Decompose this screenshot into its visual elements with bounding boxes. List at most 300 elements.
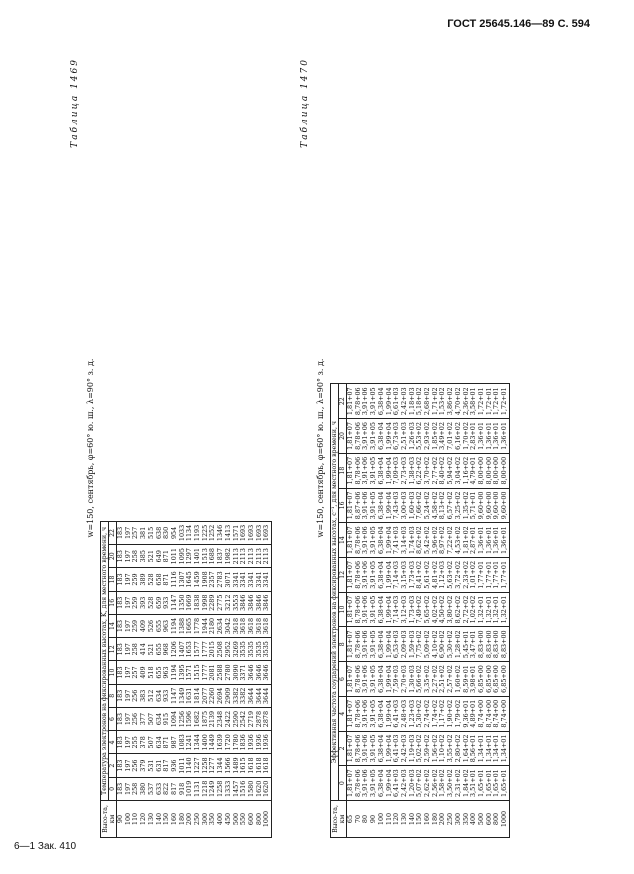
value-cell: 1,77+01 <box>476 560 485 589</box>
value-cell: 6,53+03 <box>392 630 401 659</box>
value-cell: 2113 <box>254 548 263 565</box>
value-cell: 918 <box>177 782 186 795</box>
value-cell: 2,56+02 <box>430 769 439 797</box>
value-cell: 1,99+04 <box>384 699 393 728</box>
value-cell: 2,80+02 <box>453 734 462 763</box>
height-cell: 150 <box>415 812 424 826</box>
value-cell: 1095 <box>177 548 186 565</box>
value-cell: 256 <box>131 712 140 726</box>
value-cell: 6,41+03 <box>392 734 401 763</box>
value-cell: 1,99+04 <box>384 560 393 589</box>
value-cell: 2952 <box>223 641 232 658</box>
value-cell: 3,50+02 <box>446 769 455 797</box>
value-cell: 1,38+03 <box>407 456 416 485</box>
value-cell: 1,17+02 <box>438 699 447 728</box>
value-column-4 <box>347 696 510 731</box>
value-cell: 3,91+05 <box>369 699 378 728</box>
value-cell: 1083 <box>177 734 186 751</box>
value-cell: 2719 <box>246 710 255 728</box>
value-cell: 8,59+01 <box>461 665 470 693</box>
value-cell: 4,79+01 <box>469 456 478 485</box>
value-cell: 414 <box>139 643 148 656</box>
value-cell: 1,59+03 <box>407 630 416 659</box>
value-cell: 3618 <box>239 617 248 635</box>
value-cell: 1693 <box>239 524 248 542</box>
value-cell: 6,38+04 <box>376 526 385 554</box>
value-cell: 1,56+02 <box>430 734 439 763</box>
value-cell: 8,00+00 <box>500 456 509 485</box>
value-cell: 634 <box>154 712 163 726</box>
value-cell: 3,91+05 <box>369 734 378 763</box>
value-cell: 3,58+01 <box>469 387 478 416</box>
value-cell: 1936 <box>246 734 255 751</box>
value-cell: 6,16+02 <box>453 422 462 450</box>
value-cell: 1,34+01 <box>484 734 493 763</box>
value-cell: 3,91+05 <box>369 387 378 416</box>
value-cell: 1,28+02 <box>453 630 462 659</box>
value-column-8 <box>117 684 272 707</box>
value-cell: 1639 <box>216 734 225 751</box>
value-cell: 1,36+01 <box>492 526 501 554</box>
value-cell: 257 <box>131 526 140 540</box>
table-1470-rotated <box>300 58 600 838</box>
value-cell: 2,74+02 <box>423 699 432 728</box>
value-cell: 1620 <box>254 780 263 797</box>
value-cell: 634 <box>154 689 163 702</box>
table-body-row <box>117 521 272 837</box>
value-cell: 8,41+02 <box>415 560 424 589</box>
value-cell: 8,78+06 <box>353 630 362 659</box>
value-cell: 5,45+01 <box>461 630 470 659</box>
value-cell: 6,73+03 <box>392 422 401 450</box>
value-cell: 2780 <box>223 664 232 681</box>
value-cell: 1033 <box>177 524 186 542</box>
value-cell: 655 <box>154 643 163 656</box>
value-cell: 8,00+00 <box>492 456 501 485</box>
value-cell: 1645 <box>185 571 194 588</box>
value-column-6 <box>347 662 510 697</box>
value-cell: 6,38+04 <box>376 630 385 659</box>
value-cell: 1777 <box>200 664 209 681</box>
value-cell: 1,77+01 <box>500 560 509 589</box>
value-cell: 1140 <box>185 757 194 774</box>
value-cell: 3,98+01 <box>469 665 478 693</box>
value-cell: 2,31+02 <box>453 769 462 797</box>
value-cell: 5,09+02 <box>423 630 432 659</box>
value-cell: 1,12+03 <box>438 560 447 589</box>
value-cell: 255 <box>131 736 140 749</box>
value-cell: 8,97+02 <box>438 526 447 554</box>
height-cell: 130 <box>146 812 155 826</box>
value-cell: 2,09+03 <box>399 630 408 659</box>
value-cell: 1,99+04 <box>384 665 393 693</box>
value-cell: 2260 <box>208 687 217 704</box>
hour-header-4: 4 <box>109 731 117 754</box>
value-cell: 1,36+01 <box>492 422 501 450</box>
value-cell: 3341 <box>254 571 263 588</box>
hour-header-8: 8 <box>109 684 117 707</box>
value-cell: 1,02+02 <box>469 595 478 624</box>
value-cell: 968 <box>162 643 171 656</box>
value-cell: 3846 <box>246 594 255 611</box>
value-cell: 3553 <box>231 594 240 611</box>
value-cell: 1778 <box>193 617 202 635</box>
value-cell: 1206 <box>169 641 178 658</box>
value-cell: 6,38+04 <box>376 665 385 693</box>
value-cell: 2783 <box>216 571 225 588</box>
value-cell: 1777 <box>200 641 209 658</box>
value-column-20 <box>347 419 510 454</box>
height-cell: 90 <box>369 814 378 824</box>
value-cell: 258 <box>131 782 140 795</box>
value-cell: 3382 <box>231 687 240 704</box>
value-cell: 1,81+07 <box>346 734 354 763</box>
value-cell: 1,58+02 <box>438 769 447 797</box>
height-cell: 1000 <box>500 810 509 828</box>
hour-header-6: 6 <box>109 707 117 730</box>
value-cell: 377 <box>139 712 148 726</box>
value-cell: 183 <box>116 736 124 749</box>
value-cell: 1,77+01 <box>492 560 501 589</box>
value-cell: 2,51+03 <box>399 422 408 450</box>
value-cell: 1,36+01 <box>484 526 493 554</box>
value-cell: 8,74+00 <box>484 699 493 728</box>
height-cell: 120 <box>139 812 148 826</box>
value-cell: 1944 <box>200 617 209 635</box>
height-cell: 180 <box>177 812 186 826</box>
value-cell: 1596 <box>185 710 194 728</box>
value-cell: 1,73+03 <box>407 560 416 589</box>
value-cell: 5,65+02 <box>423 595 432 624</box>
value-cell: 197 <box>123 619 132 633</box>
value-cell: 1,81+07 <box>346 387 354 416</box>
value-cell: 183 <box>116 573 124 586</box>
value-cell: 259 <box>131 573 140 586</box>
value-cell: 1,32+01 <box>484 595 493 624</box>
value-cell: 3,91+06 <box>361 422 370 450</box>
value-cell: 2694 <box>216 687 225 704</box>
value-column-18 <box>347 453 510 488</box>
value-cell: 3846 <box>262 594 271 611</box>
height-cell: 150 <box>162 812 171 826</box>
value-cell: 649 <box>154 550 163 563</box>
table-1470-wrapper <box>300 58 600 838</box>
height-cell: 200 <box>438 812 447 826</box>
value-cell: 1577 <box>193 641 202 658</box>
value-cell: 1,81+07 <box>346 665 354 693</box>
value-cell: 3535 <box>239 641 248 658</box>
value-cell: 3,91+06 <box>361 560 370 589</box>
value-cell: 1,36+01 <box>500 422 509 450</box>
value-cell: 518 <box>146 666 155 679</box>
value-cell: 2,42+03 <box>399 734 408 763</box>
value-cell: 1982 <box>223 548 232 565</box>
value-cell: 183 <box>116 689 124 702</box>
value-cell: 631 <box>154 759 163 772</box>
value-cell: 2,83+01 <box>469 422 478 450</box>
value-cell: 9,60+00 <box>476 491 485 520</box>
value-cell: 1449 <box>208 734 217 751</box>
height-cell: 250 <box>446 812 455 826</box>
value-cell: 197 <box>123 759 132 772</box>
value-cell: 531 <box>146 759 155 772</box>
value-cell: 1908 <box>200 571 209 588</box>
value-cell: 3618 <box>254 617 263 635</box>
value-cell: 1,81+07 <box>346 456 354 485</box>
value-cell: 393 <box>139 596 148 609</box>
value-cell: 633 <box>154 782 163 795</box>
value-cell: 6,38+04 <box>376 422 385 450</box>
value-column-2 <box>347 731 510 766</box>
value-cell: 1620 <box>262 780 271 797</box>
value-cell: 1,72+01 <box>476 387 485 416</box>
value-cell: 1349 <box>177 687 186 704</box>
value-cell: 7,14+03 <box>392 595 401 624</box>
value-cell: 1131 <box>193 780 202 797</box>
value-cell: 2180 <box>208 617 217 635</box>
value-cell: 7,49+02 <box>415 595 424 624</box>
value-column-12 <box>117 638 272 661</box>
value-cell: 655 <box>154 619 163 633</box>
value-cell: 1,77+01 <box>484 560 493 589</box>
value-cell: 1,72+01 <box>484 387 493 416</box>
value-cell: 183 <box>116 759 124 772</box>
height-cell: 200 <box>185 812 194 826</box>
hour-header-16: 16 <box>109 591 117 614</box>
value-cell: 1,53+02 <box>438 387 447 416</box>
value-cell: 4,70+02 <box>453 387 462 416</box>
value-cell: 2,42+03 <box>399 387 408 416</box>
value-cell: 1,74+03 <box>407 526 416 554</box>
value-cell: 3,91+05 <box>369 456 378 485</box>
value-cell: 1194 <box>169 664 178 681</box>
value-cell: 1297 <box>185 548 194 565</box>
value-cell: 3,70+02 <box>423 456 432 485</box>
value-column-20 <box>117 545 272 568</box>
value-cell: 3,91+06 <box>361 699 370 728</box>
value-cell: 1,72+01 <box>500 387 509 416</box>
value-cell: 2348 <box>216 710 225 728</box>
value-cell: 1,64+02 <box>461 734 470 763</box>
value-column-12 <box>347 557 510 592</box>
value-cell: 8,78+06 <box>353 699 362 728</box>
value-cell: 3382 <box>239 687 248 704</box>
value-cell: 8,78+06 <box>353 769 362 797</box>
table-1469-rotated <box>70 58 300 838</box>
hour-header-14: 14 <box>339 523 347 558</box>
value-cell: 2,27+02 <box>430 665 439 693</box>
value-cell: 3,96+02 <box>430 526 439 554</box>
value-cell: 658 <box>154 573 163 586</box>
value-cell: 3846 <box>239 594 248 611</box>
value-cell: 1457 <box>231 780 240 797</box>
value-cell: 256 <box>131 689 140 702</box>
value-cell: 1388 <box>177 617 186 635</box>
value-cell: 6,38+04 <box>376 456 385 485</box>
value-cell: 3,49+02 <box>438 422 447 450</box>
value-cell: 1,36+01 <box>476 422 485 450</box>
value-cell: 3,14+03 <box>399 526 408 554</box>
value-cell: 1875 <box>200 710 209 728</box>
value-cell: 2015 <box>208 641 217 658</box>
value-cell: 1,36+01 <box>500 526 509 554</box>
value-cell: 6,38+04 <box>376 595 385 624</box>
span-header: Температура электронов на фиксированных высотах, K, для местного времени, ч <box>101 521 109 800</box>
value-cell: 385 <box>139 550 148 563</box>
value-column-16 <box>117 591 272 614</box>
table-1469-wrapper <box>70 58 300 838</box>
hour-header-18: 18 <box>109 568 117 591</box>
value-cell: 3,91+06 <box>361 491 370 520</box>
value-cell: 1688 <box>208 548 217 565</box>
value-cell: 1307 <box>177 571 186 588</box>
value-cell: 183 <box>116 643 124 656</box>
value-cell: 1618 <box>262 757 271 774</box>
value-cell: 4,89+01 <box>469 699 478 728</box>
hour-header-22: 22 <box>109 521 117 544</box>
value-cell: 1258 <box>200 757 209 774</box>
value-cell: 9,60+00 <box>492 491 501 520</box>
value-cell: 1011 <box>169 548 178 565</box>
value-cell: 8,40+02 <box>438 456 447 485</box>
value-cell: 1513 <box>200 548 209 565</box>
value-cell: 6,41+03 <box>392 769 401 797</box>
value-cell: 2289 <box>208 594 217 611</box>
value-cell: 3,91+05 <box>369 630 378 659</box>
value-cell: 830 <box>162 526 171 540</box>
value-cell: 1252 <box>208 524 217 542</box>
value-cell: 1,99+04 <box>384 769 393 797</box>
value-cell: 2,59+02 <box>423 734 432 763</box>
value-cell: 5,18+02 <box>415 387 424 416</box>
value-cell: 409 <box>139 619 148 633</box>
value-cell: 1665 <box>185 617 194 635</box>
value-cell: 381 <box>139 526 148 540</box>
value-cell: 1,32+01 <box>492 595 501 624</box>
value-cell: 3,12+03 <box>399 595 408 624</box>
value-cell: 1,60+02 <box>453 665 462 693</box>
value-cell: 1,84+02 <box>461 769 470 797</box>
height-cell: 400 <box>216 812 225 826</box>
value-cell: 5,61+02 <box>423 560 432 589</box>
height-cell: 140 <box>407 812 416 826</box>
value-cell: 987 <box>169 736 178 749</box>
value-cell: 1333 <box>223 780 232 797</box>
value-cell: 638 <box>154 526 163 540</box>
height-cell: 350 <box>208 812 217 826</box>
value-cell: 1720 <box>223 734 232 751</box>
value-cell: 1258 <box>216 780 225 797</box>
value-cell: 8,13+02 <box>438 491 447 520</box>
value-cell: 1693 <box>262 524 271 542</box>
height-cell: 65 <box>346 814 354 824</box>
height-cell: 500 <box>476 812 485 826</box>
height-cell: 160 <box>169 812 178 826</box>
value-cell: 3,91+06 <box>361 734 370 763</box>
value-cell: 1,99+04 <box>384 491 393 520</box>
value-cell: 3618 <box>231 617 240 635</box>
value-cell: 5,53+02 <box>415 422 424 450</box>
height-cell: 140 <box>154 812 163 826</box>
value-cell: 1401 <box>193 548 202 565</box>
value-cell: 1,99+04 <box>384 422 393 450</box>
value-cell: 3371 <box>239 664 248 681</box>
value-cell: 1,81+07 <box>346 526 354 554</box>
value-cell: 1,32+01 <box>500 595 509 624</box>
value-cell: 258 <box>131 643 140 656</box>
value-cell: 1936 <box>254 734 263 751</box>
value-cell: 1344 <box>216 757 225 774</box>
value-cell: 954 <box>169 526 178 540</box>
value-cell: 4,50+02 <box>438 595 447 624</box>
height-cell: 100 <box>123 812 132 826</box>
value-cell: 6,22+02 <box>415 456 424 485</box>
value-cell: 5,24+02 <box>423 491 432 520</box>
value-cell: 3,91+06 <box>361 665 370 693</box>
height-cell: 110 <box>131 812 140 826</box>
hour-header-0: 0 <box>339 766 347 801</box>
value-cell: 3,15+03 <box>399 560 408 589</box>
value-cell: 1,70+02 <box>461 422 470 450</box>
value-cell: 1400 <box>200 734 209 751</box>
value-cell: 1,65+01 <box>500 769 509 797</box>
value-cell: 3644 <box>246 687 255 704</box>
height-cell: 130 <box>399 812 408 826</box>
hour-header-22: 22 <box>339 384 347 419</box>
table-body-row <box>347 384 510 838</box>
value-cell: 2878 <box>254 710 263 728</box>
value-cell: 6,38+04 <box>376 769 385 797</box>
value-cell: 1,32+01 <box>476 595 485 624</box>
value-cell: 2508 <box>216 641 225 658</box>
value-cell: 197 <box>123 643 132 656</box>
value-column-16 <box>347 488 510 523</box>
height-cell: 600 <box>246 812 255 826</box>
value-cell: 528 <box>146 596 155 609</box>
table-1470-caption: w=150, сентябрь, φ=60° ю. ш., λ=90° з. д. <box>316 358 325 538</box>
value-cell: 3,91+05 <box>369 422 378 450</box>
value-cell: 3,91+05 <box>369 560 378 589</box>
value-cell: 1,34+01 <box>476 734 485 763</box>
value-cell: 3,91+06 <box>361 456 370 485</box>
value-cell: 197 <box>123 526 132 540</box>
hour-header-12: 12 <box>109 638 117 661</box>
value-cell: 1225 <box>200 524 209 542</box>
value-column-2 <box>117 754 272 777</box>
height-cell: 450 <box>223 812 232 826</box>
value-cell: 521 <box>146 550 155 563</box>
value-cell: 1998 <box>200 594 209 611</box>
value-cell: 871 <box>162 573 171 586</box>
height-cell: 160 <box>423 812 432 826</box>
value-cell: 817 <box>169 782 178 795</box>
value-cell: 259 <box>131 619 140 633</box>
value-cell: 3,91+05 <box>369 491 378 520</box>
value-cell: 2,87+01 <box>469 526 478 554</box>
value-cell: 1615 <box>239 757 248 774</box>
height-cell: 180 <box>430 812 439 826</box>
value-cell: 3,47+01 <box>469 630 478 659</box>
value-cell: 1,81+07 <box>346 699 354 728</box>
value-cell: 4,81+02 <box>430 560 439 589</box>
value-cell: 2,93+02 <box>423 422 432 450</box>
value-cell: 2,62+02 <box>423 769 432 797</box>
height-cell: 300 <box>453 812 462 826</box>
value-cell: 1,35+02 <box>461 491 470 520</box>
value-cell: 1,71+02 <box>430 387 439 416</box>
value-cell: 1,36+01 <box>476 526 485 554</box>
value-cell: 6,85+00 <box>484 665 493 693</box>
